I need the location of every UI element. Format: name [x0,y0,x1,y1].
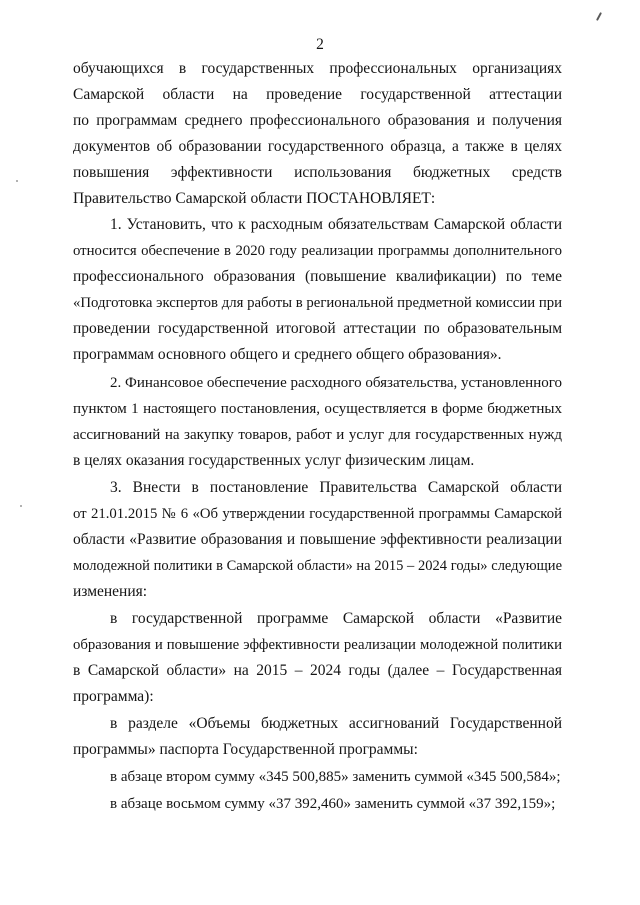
text-line: проведении государственной итоговой аттестации по образовательным [73,320,562,337]
text-line: области «Развитие образования и повышение эффективности реализации [73,531,562,548]
text-line: пунктом 1 настоящего постановления, осуществляется в форме бюджетных [73,401,562,417]
text-line: ассигнований на закупку товаров, работ и услуг для государственных нужд [73,427,562,443]
scan-speck [20,505,22,507]
text-line: образования и повышение эффективности реализации молодежной политики [73,637,562,653]
text-line: в целях оказания государственных услуг физическим лицам. [73,452,475,469]
text-line: по программам среднего профессионального образования и получения [73,112,562,129]
text-line: в государственной программе Самарской области «Развитие [110,610,562,627]
text-line: «Подготовка экспертов для работы в региональной предметной комиссии при [73,295,562,311]
text-line: Самарской области на проведение государственной аттестации [73,86,562,103]
text-line: в разделе «Объемы бюджетных ассигнований Государственной [110,715,562,732]
text-line: Правительство Самарской области ПОСТАНОВЛЯЕТ: [73,190,436,207]
text-line: 1. Установить, что к расходным обязательствам Самарской области [110,216,562,233]
text-line: обучающихся в государственных профессиональных организациях [73,60,562,77]
scan-speck [16,180,18,182]
text-line: 3. Внести в постановление Правительства Самарской области [110,479,562,496]
text-line: в абзаце втором сумму «345 500,885» заменить суммой «345 500,584»; [110,769,561,785]
text-line: 2. Финансовое обеспечение расходного обязательства, установленного [110,375,562,391]
text-line: молодежной политики в Самарской области» на 2015 – 2024 годы» следующие [73,558,562,574]
text-line: повышения эффективности использования бюджетных средств [73,164,562,181]
page-number: 2 [316,36,324,53]
text-line: программы» паспорта Государственной программы: [73,741,418,758]
text-line: относится обеспечение в 2020 году реализации программы дополнительного [73,243,562,259]
text-line: от 21.01.2015 № 6 «Об утверждении государственной программы Самарской [73,506,562,522]
text-line: документов об образовании государственного образца, а также в целях [73,138,562,155]
scan-speck [596,12,602,21]
text-line: в Самарской области» на 2015 – 2024 годы (далее – Государственная [73,662,562,679]
text-line: программам основного общего и среднего общего образования». [73,346,502,363]
text-line: программа): [73,688,154,705]
text-line: в абзаце восьмом сумму «37 392,460» заменить суммой «37 392,159»; [110,796,556,812]
text-line: профессионального образования (повышение квалификации) по теме [73,268,562,285]
text-line: изменения: [73,583,148,600]
